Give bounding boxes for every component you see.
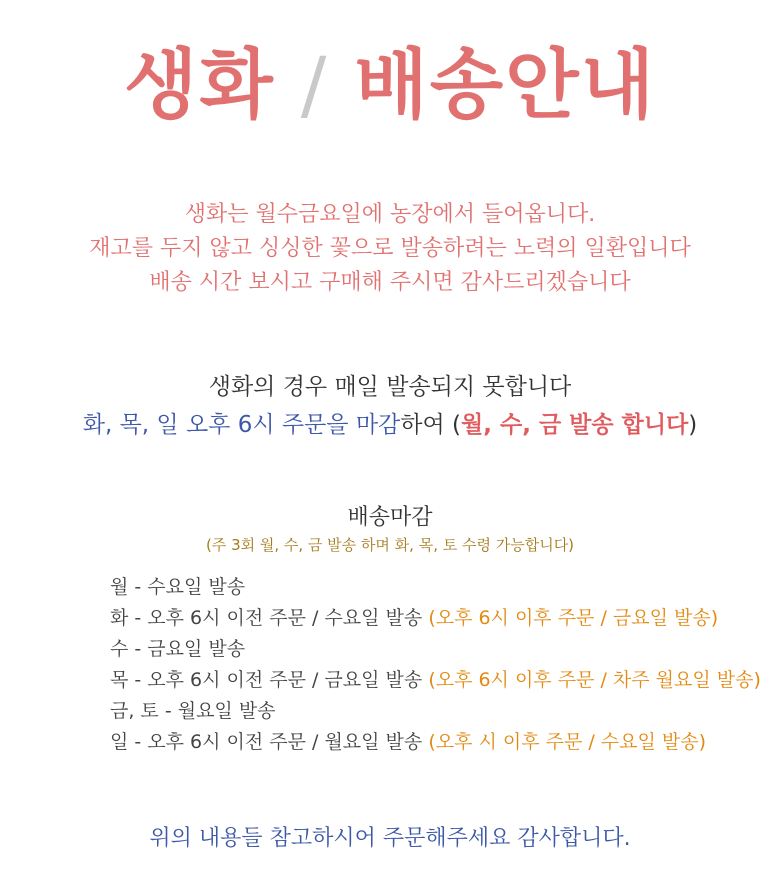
notice-line-1: 생화의 경우 매일 발송되지 못합니다 [208, 374, 572, 400]
shipping-notice [0, 368, 780, 444]
deadline-subtitle: (주 3회 월, 수, 금 발송 하며 화, 목, 토 수령 가능합니다) [205, 536, 575, 554]
intro-line: 배송 시간 보시고 구매해 주시면 감사드리겠습니다 [149, 270, 631, 295]
intro-text [0, 198, 780, 300]
deadline-heading: 배송마감 [347, 505, 433, 530]
schedule-row-text: 월 - 수요일 발송 [110, 576, 246, 598]
schedule-row-text: 목 - 오후 6시 이전 주문 / 금요일 발송 [110, 669, 429, 691]
schedule-list [110, 572, 770, 758]
schedule-row-fri-sat [110, 696, 770, 727]
notice-close-paren: ) [688, 412, 698, 438]
schedule-row-tue [110, 603, 770, 634]
schedule-row-text: 수 - 금요일 발송 [110, 638, 246, 660]
schedule-row-text: 금, 토 - 월요일 발송 [110, 700, 276, 722]
intro-line: 생화는 월수금요일에 농장에서 들어옵니다. [184, 202, 596, 227]
notice-ship-days: 월, 수, 금 발송 합니다 [461, 412, 689, 438]
notice-cutoff-days: 화, 목, 일 오후 6시 주문을 마감 [82, 412, 401, 438]
schedule-row-sun [110, 727, 770, 758]
footer-thanks: 위의 내용들 참고하시어 주문해주세요 감사합니다. [149, 826, 631, 851]
title-flower: 생화 [123, 40, 275, 129]
schedule-row-extra: (오후 6시 이후 주문 / 금요일 발송) [428, 607, 719, 629]
intro-line: 재고를 두지 않고 싱싱한 꽃으로 발송하려는 노력의 일환입니다 [89, 236, 691, 261]
schedule-row-extra: (오후 시 이후 주문 / 수요일 발송) [428, 731, 707, 753]
title-delivery-guide: 배송안내 [354, 40, 657, 129]
schedule-row-thu [110, 665, 770, 696]
notice-line-2 [0, 406, 780, 444]
schedule-row-wed [110, 634, 770, 665]
schedule-row-text: 화 - 오후 6시 이전 주문 / 수요일 발송 [110, 607, 429, 629]
title-slash: / [300, 40, 329, 129]
schedule-row-mon [110, 572, 770, 603]
schedule-row-text: 일 - 오후 6시 이전 주문 / 월요일 발송 [110, 731, 429, 753]
notice-connector: 하여 ( [400, 412, 462, 438]
schedule-row-extra: (오후 6시 이후 주문 / 차주 월요일 발송) [428, 669, 761, 691]
page-title [0, 40, 780, 130]
